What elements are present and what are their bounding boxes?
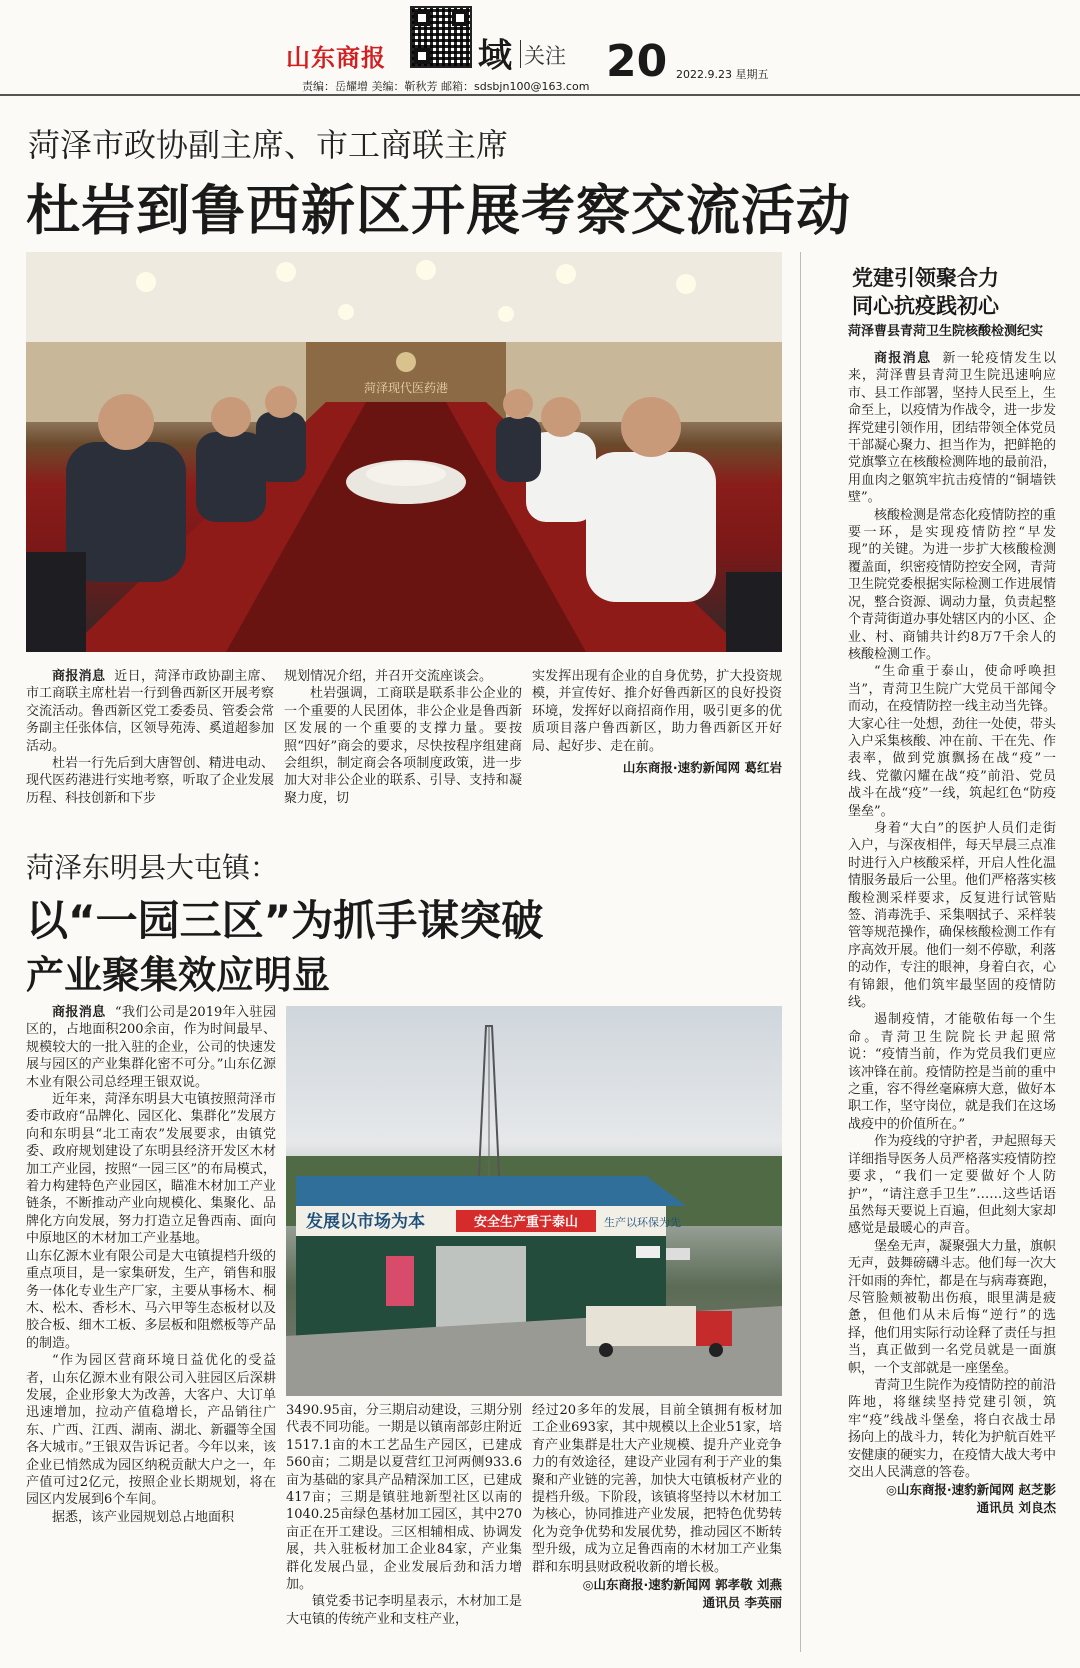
article3-headline-line1: 党建引领聚合力 <box>852 266 999 290</box>
article3-lead: 商报消息 <box>874 351 932 366</box>
editor-credits: 责编：岳耀增 美编：靳秋芳 邮箱：sdsbjn100@163.com <box>302 80 590 93</box>
article3-byline: ◎山东商报·速豹新闻网 赵芝影 <box>885 1482 1056 1498</box>
article1-headline: 杜岩到鲁西新区开展考察交流活动 <box>26 179 851 242</box>
article1-byline: 山东商报·速豹新闻网 葛红岩 <box>622 760 782 776</box>
article3-paragraph: 青菏卫生院作为疫情防控的前沿阵地，将继续坚持党建引领，筑牢“疫”线战斗堡垒，将白衣战士昂扬向上的战斗力，转化为护航百姓平安健康的硬实力，在疫情大战大考中交出人民满意的答卷。 <box>848 1377 1057 1480</box>
article3-headline-line2: 同心抗疫践初心 <box>852 294 999 318</box>
article3-text: 新一轮疫情发生以来，菏泽曹县青菏卫生院迅速响应市、县工作部署，坚持人民至上，生命至上，以疫情为作战令，进一步发挥党建引领作用，团结带领全体党员干部凝心聚力、担当作为，把鲜艳的党旗擎立在核酸检测阵地的最前沿，用血肉之躯筑牢抗击疫情的“铜墙铁壁”。 <box>848 351 1057 506</box>
article3-paragraph: “生命重于泰山，使命呼唤担当”，青菏卫生院广大党员干部闻令而动，在疫情防控一线主动当先锋。大家心往一处想，劲往一处使，带头入户采集核酸、冲在前、干在先、作表率，做到党旗飘扬在战“疫”一线、党徽闪耀在战“疫”前沿、党员战斗在战“疫”一线，筑起红色“防疫堡垒”。 <box>848 664 1057 819</box>
factory-sign-center: 安全生产重于泰山 <box>473 1215 579 1230</box>
article2-paragraph: “作为园区营商环境日益优化的受益者，山东亿源木业有限公司入驻园区后深耕发展，企业形象大为改善，大客户、大订单迅速增加，拉动产值稳增长，产品销往广东、广西、江西、湖南、湖北、新疆等全国各大城市。”王银双告诉记者。今年以来，该企业已悄然成为园区纳税贡献大户之一，年产值可过2亿元，按照企业长期规划，将在园区内发展到6个车间。 <box>26 1353 276 1508</box>
article2-byline: ◎山东商报·速豹新闻网 郭孝敬 刘燕 <box>582 1577 782 1593</box>
article1-text: 近日，菏泽市政协副主席、市工商联主席杜岩一行到鲁西新区开展考察交流活动。鲁西新区党工委委员、管委会常务副主任张体信，区领导苑涛、奚道超参加活动。 <box>26 669 274 754</box>
article2-paragraph: 近年来，菏泽东明县大屯镇按照菏泽市委市政府“品牌化、园区化、集群化”发展方向和东明县“北工南农”发展要求，由镇党委、政府规划建设了东明县经济开发区木材加工产业园，按照“一园三区”的布局模式，着力构建特色产业园区，瞄准木材加工产业链条，不断推动产业向规模化、集聚化、品牌化方向发展，努力打造立足鲁西南、面向中原地区的木材加工产业基地。 <box>26 1092 276 1247</box>
article2-paragraph: 山东亿源木业有限公司是大屯镇提档升级的重点项目，是一家集研发，生产，销售和服务一体化专业生产厂家，主要从事杨木、桐木、松木、香杉木、马六甲等生态板材以及胶合板、细木工板、多层板和阻燃板等产品的制造。 <box>26 1248 276 1351</box>
masthead-rule <box>0 94 1080 96</box>
article2-kicker: 菏泽东明县大屯镇： <box>26 851 279 884</box>
column-divider <box>800 252 801 1652</box>
article1-paragraph: 实发挥出现有企业的自身优势，扩大投资规模，并宣传好、推介好鲁西新区的良好投资环境，发挥好以商招商作用，吸引更多的优质项目落户鲁西新区，助力鲁西新区开好局、起好步、走在前。 <box>532 669 782 754</box>
article2-lead: 商报消息 <box>52 1005 106 1020</box>
article1-paragraph <box>26 668 274 755</box>
meeting-photo <box>26 252 782 652</box>
article1-paragraph: 杜岩一行先后到大唐智创、精进电动、现代医药港进行实地考察，听取了企业发展历程、科技创新和下步 <box>26 756 274 806</box>
article3-headline <box>852 264 999 320</box>
section-divider <box>520 40 521 68</box>
factory-sign-right: 生产以环保为先 <box>604 1216 681 1229</box>
section-subtitle: 关注 <box>524 44 566 68</box>
article3-byline-correspondent: 通讯员 刘良杰 <box>976 1500 1056 1516</box>
article2-paragraph: 据悉，该产业园规划总占地面积 <box>52 1509 235 1525</box>
wall-sign: 菏泽现代医药港 <box>363 381 449 395</box>
article3-paragraph <box>848 350 1056 507</box>
article3-paragraph: 核酸检测是常态化疫情防控的重要一环，是实现疫情防控“早发现”的关键。为进一步扩大核酸检测覆盖面，织密疫情防控安全网，青菏卫生院党委根据实际检测工作进展情况，整合资源、调动力量，负责起整个青菏街道办事处辖区内的小区、企业、村、商铺共计约8万7千余人的核酸检测工作。 <box>848 507 1057 662</box>
factory-photo <box>286 1006 782 1396</box>
article3-subhead: 菏泽曹县青菏卫生院核酸检测纪实 <box>848 324 1044 339</box>
article2-headline: 以“一园三区”为抓手谋突破 <box>26 896 544 945</box>
article2-paragraph <box>26 1004 276 1091</box>
article2-subheadline: 产业聚集效应明显 <box>26 953 331 997</box>
article1-lead: 商报消息 <box>52 669 106 684</box>
article2-column-3 <box>532 1402 782 1612</box>
meeting-illustration <box>26 252 782 652</box>
article3-paragraph: 堡垒无声，凝聚强大力量，旗帜无声，鼓舞磅礴斗志。他们每一次大汗如雨的奔忙，都是在与病毒赛跑，尽管脸颊被勒出伤痕，眼里满是疲惫，但他们从未后悔“逆行”的选择，他们用实际行动诠释了责任与担当，真正做到一名党员就是一面旗帜，一个支部就是一座堡垒。 <box>848 1238 1057 1376</box>
article2-column-1 <box>26 1004 276 1526</box>
issue-date: 2022.9.23 星期五 <box>676 68 769 81</box>
newspaper-brand: 山东商报 <box>286 44 386 72</box>
article2-paragraph: 3490.95亩，分三期启动建设，三期分别代表不同功能。一期是以镇南部彭庄附近1517.1亩的木工艺品生产园区，已建成560亩；二期是以夏营红卫河两侧933.6亩为基础的家具产品精深加工区，已建成417亩；三期是镇驻地新型社区以南的1040.25亩绿色基材加工园区，其中270亩正在开工建设。三区相辅相成、协调发展，共入驻板材加工企业84家，产业集群化发展凸显，企业发展后劲和活力增加。 <box>286 1403 522 1593</box>
article1-paragraph: 规划情况介绍，并召开交流座谈会。 <box>284 669 493 684</box>
page-number: 20 <box>606 36 668 87</box>
section-title: 域 <box>478 36 512 76</box>
article2-column-2 <box>286 1402 522 1628</box>
article1-paragraph: 杜岩强调，工商联是联系非公企业的一个重要的人民团体，非公企业是鲁西新区发展的一个重要的支撑力量。要按照“四好”商会的要求，尽快按程序组建商会组织，制定商会各项制度政策，进一步加大对非公企业的联系、引导、支持和凝聚力度，切 <box>284 686 522 806</box>
article3-paragraph: 作为疫线的守护者，尹起照每天详细指导医务人员严格落实疫情防控要求，“我们一定要做好个人防护”，“请注意手卫生”……这些话语虽然每天要说上百遍，但此刻大家却感觉是最暖心的声音。 <box>848 1134 1057 1237</box>
article1-column-3 <box>532 668 782 777</box>
article2-text: “我们公司是2019年入驻园区的，占地面积200余亩，作为时间最早、规模较大的一批入驻的企业，公司的快速发展与园区的产业集群化密不可分。”山东亿源木业有限公司总经理王银双说。 <box>26 1005 276 1090</box>
article2-paragraph: 经过20多年的发展，目前全镇拥有板材加工企业693家，其中规模以上企业51家，培育产业集群是壮大产业规模、提升产业竞争力的有效途径，建设产业园有利于产业的集聚和产业链的完善，加快大屯镇板材产业的提档升级。下阶段，该镇将坚持以木材加工为核心，协同推进产业发展，把特色优势转化为竞争优势和发展优势，推动园区不断转型升级，成为立足鲁西南的木材加工产业集群和东明县财政税收新的增长极。 <box>532 1403 782 1575</box>
qr-code-icon <box>410 6 472 68</box>
article3-paragraph: 身着“大白”的医护人员们走街入户，与深夜相伴，每天早晨三点准时进行入户核酸采样，开启人性化温情服务最后一公里。他们严格落实核酸检测采样要求，反复进行试管贴签、消毒洗手、采集咽拭子、采样装管等规范操作，确保核酸检测工作有序高效开展。他们一刻不停歇，利落的动作，专注的眼神，身着白衣，心有锦銀，他们筑牢最坚固的疫情防线。 <box>848 820 1057 1011</box>
factory-illustration <box>286 1006 782 1396</box>
article1-kicker: 菏泽市政协副主席、市工商联主席 <box>28 126 509 164</box>
article1-column-1 <box>26 668 274 807</box>
factory-sign-left: 发展以市场为本 <box>306 1212 425 1232</box>
article3-body <box>848 350 1056 1517</box>
article1-column-2 <box>284 668 522 807</box>
article2-byline-correspondent: 通讯员 李英丽 <box>702 1595 782 1611</box>
article2-paragraph: 镇党委书记李明星表示，木材加工是大屯镇的传统产业和支柱产业， <box>286 1594 522 1627</box>
article3-paragraph: 遏制疫情，才能敬佑每一个生命。青菏卫生院院长尹起照常说：“疫情当前，作为党员我们更应该冲锋在前。疫情防控是当前的重中之重，容不得丝毫麻痹大意，做好本职工作，坚守岗位，就是我们在这场战疫中的价值所在。” <box>848 1012 1057 1132</box>
